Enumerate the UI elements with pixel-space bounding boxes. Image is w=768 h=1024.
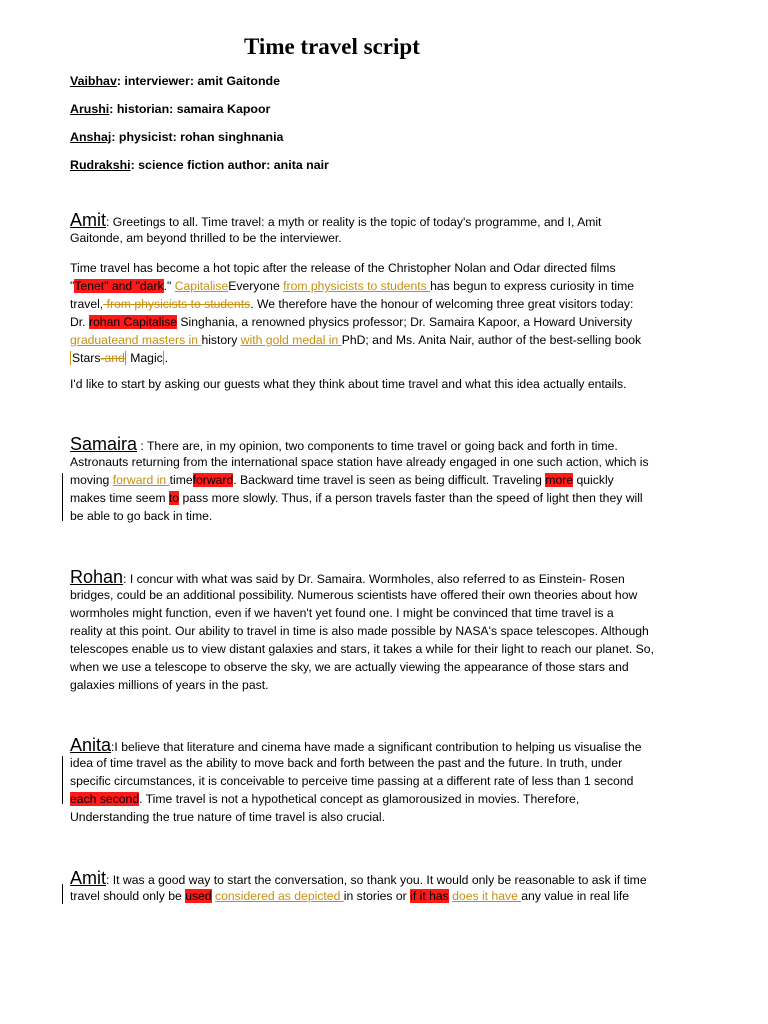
paragraph-text: reality at this point. Our ability to travel in time is also made possible by NASA's space telescopes. Although <box>70 624 649 638</box>
paragraph-text: Gaitonde, am beyond thrilled to be the interviewer. <box>70 231 342 245</box>
paragraph-text: Understanding the true nature of time travel is also crucial. <box>70 810 386 824</box>
text-run: travel, <box>70 297 104 311</box>
text-run: time <box>169 473 193 487</box>
highlighted-text: used <box>185 889 212 903</box>
speaker-name: Amit <box>70 868 106 888</box>
inserted-text: considered as depicted <box>215 889 344 903</box>
inserted-text: graduateand masters in <box>70 333 202 347</box>
text-run: Singhania, a renowned physics professor; Dr. Samaira Kapoor, a Howard University <box>177 315 633 329</box>
cast-role: : historian: samaira Kapoor <box>109 102 271 116</box>
inserted-text: does it have <box>452 889 522 903</box>
text-run: in stories or <box>343 889 411 903</box>
highlighted-text: more <box>545 473 574 487</box>
paragraph-text: : There are, in my opinion, two components to time travel or going back and forth in time. <box>137 439 618 453</box>
text-run: . <box>164 351 169 365</box>
text-run: Magic <box>126 351 163 365</box>
text-run: . We therefore have the honour of welcoming three great visitors today: <box>250 297 634 311</box>
cast-name: Vaibhav <box>70 74 117 88</box>
text-run: . Backward time travel is seen as being difficult. Traveling <box>233 473 546 487</box>
cast-role: : science fiction author: anita nair <box>130 158 329 172</box>
paragraph-text: specific circumstances, it is conceivable to perceive time passing at a different rate of less than 1 second <box>70 774 634 788</box>
text-run: any value in real life <box>521 889 629 903</box>
paragraph-intro <box>70 259 710 367</box>
text-run: history <box>201 333 241 347</box>
document-title: Time travel script <box>244 34 420 59</box>
deleted-text: from physicists to students <box>103 297 251 311</box>
change-bar <box>62 884 63 904</box>
highlighted-text: each second <box>70 792 140 806</box>
cast-role: : interviewer: amit Gaitonde <box>116 74 281 88</box>
inserted-text: with gold medal in <box>240 333 342 347</box>
paragraph-ask <box>70 375 710 393</box>
cast-line-anshaj <box>70 130 283 144</box>
highlighted-text: Tenet" and "dark <box>74 279 164 293</box>
cast-name: Anshaj <box>70 130 112 144</box>
paragraph-rohan <box>70 568 710 694</box>
text-run: Stars <box>72 351 101 365</box>
speaker-name: Rohan <box>70 567 124 587</box>
paragraph-text: : I concur with what was said by Dr. Samaira. Wormholes, also referred to as Einstein- Rosen <box>123 572 625 586</box>
paragraph-text: :I believe that literature and cinema have made a significant contribution to helping us visualise the <box>111 740 642 754</box>
cast-line-rudrakshi <box>70 158 329 172</box>
paragraph-text: telescopes enable us to view distant galaxies and stars, it takes a while for their light to reach our planet. So, <box>70 642 654 656</box>
speaker-name: Amit <box>70 210 106 230</box>
paragraph-text: Time travel has become a hot topic after the release of the Christopher Nolan and Odar directed films <box>70 261 616 275</box>
text-run: makes time seem <box>70 491 169 505</box>
inserted-text: forward in <box>112 473 170 487</box>
highlighted-text: rohan Capitalise <box>88 315 178 329</box>
text-run: has begun to express curiosity in time <box>430 279 635 293</box>
cast-role: : physicist: rohan singhnania <box>111 130 284 144</box>
text-run: " <box>70 279 75 293</box>
text-run: . Time travel is not a hypothetical concept as glamorousized in movies. Therefore, <box>139 792 580 806</box>
inserted-text: from physicists to students <box>283 279 431 293</box>
highlighted-text: forward <box>192 473 234 487</box>
cast-line-vaibhav <box>70 74 280 88</box>
text-run: Everyone <box>228 279 284 293</box>
change-bar <box>62 756 63 804</box>
paragraph-text: bridges, could be an additional possibility. Numerous scientists have offered their own theories about how <box>70 588 638 602</box>
paragraph-text: wormholes might function, even if we haven't yet found one. I might be convinced that time travel is a <box>70 606 614 620</box>
paragraph-text: be able to go back in time. <box>70 509 213 523</box>
paragraph-amit-opening <box>70 211 710 247</box>
paragraph-text: : Greetings to all. Time travel: a myth or reality is the topic of today's programme, and I, Amit <box>106 215 602 229</box>
speaker-name: Anita <box>70 735 112 755</box>
change-bar <box>62 473 63 521</box>
cast-name: Arushi <box>70 102 110 116</box>
text-run: moving <box>70 473 113 487</box>
paragraph-text: : It was a good way to start the conversation, so thank you. It would only be reasonable to ask if time <box>106 873 647 887</box>
text-run: pass more slowly. Thus, if a person travels faster than the speed of light then they will <box>179 491 643 505</box>
text-run: PhD; and Ms. Anita Nair, author of the best-selling book <box>341 333 642 347</box>
highlighted-text: if it has <box>410 889 449 903</box>
paragraph-amit-question <box>70 869 710 905</box>
text-run: ." <box>163 279 175 293</box>
paragraph-anita <box>70 736 710 826</box>
highlighted-text: to <box>168 491 180 505</box>
paragraph-text: idea of time travel as the ability to move back and forth between the past and the future. In truth, under <box>70 756 623 770</box>
paragraph-text: Astronauts returning from the international space station have already engaged in one such action, which is <box>70 455 649 469</box>
text-run: quickly <box>573 473 614 487</box>
cast-name: Rudrakshi <box>70 158 131 172</box>
paragraph-text: when we use a telescope to observe the sky, we are actually viewing the appearance of those stars and <box>70 660 629 674</box>
cast-line-arushi <box>70 102 270 116</box>
speaker-name: Samaira <box>70 434 138 454</box>
paragraph-text: galaxies millions of years in the past. <box>70 678 269 692</box>
inserted-text: Capitalise <box>174 279 229 293</box>
deleted-text: -and <box>100 351 125 365</box>
text-run: travel should only be <box>70 889 186 903</box>
paragraph-text: I'd like to start by asking our guests what they think about time travel and what this idea actually entails. <box>70 377 627 391</box>
paragraph-samaira <box>70 435 710 525</box>
text-run: Dr. <box>70 315 89 329</box>
